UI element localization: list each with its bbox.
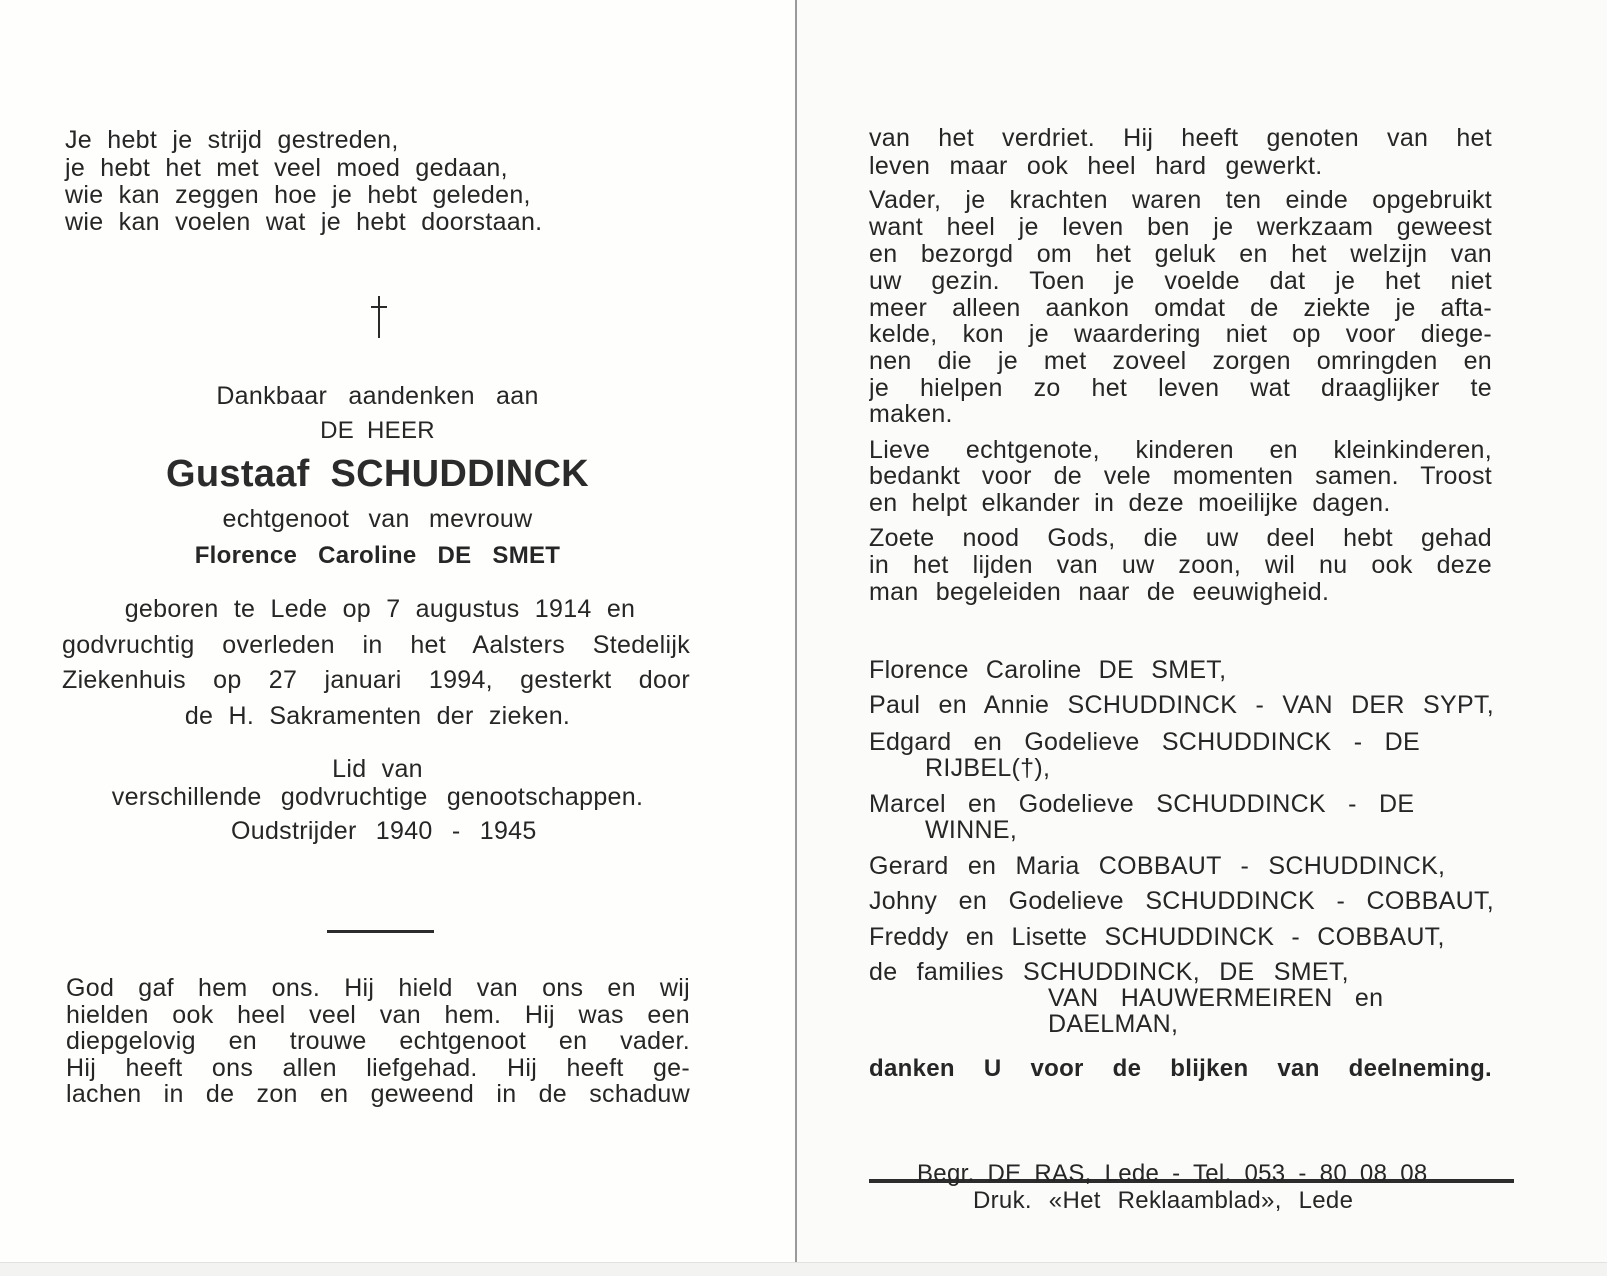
tribute-line: Hij heeft ons allen liefgehad. Hij heeft ge-: [66, 1054, 690, 1082]
family-line: RIJBEL(†),: [925, 754, 1051, 782]
tribute-line: lachen in de zon en geweend in de schaduw: [66, 1080, 690, 1108]
intro-text: Dankbaar aandenken aan: [216, 382, 539, 410]
family-line: Freddy en Lisette SCHUDDINCK - COBBAUT,: [869, 923, 1445, 951]
text-line: man begeleiden naar de eeuwigheid.: [869, 578, 1330, 606]
left-page: [0, 0, 795, 1275]
member-line: verschillende godvruchtige genootschappen.: [111, 783, 644, 811]
bio-line: godvruchtig overleden in het Aalsters Stedelijk: [62, 631, 690, 659]
right-page: [797, 0, 1607, 1275]
text-line: kelde, kon je waardering niet op voor diege-: [869, 320, 1492, 348]
poem-line: wie kan voelen wat je hebt doorstaan.: [65, 208, 543, 236]
deceased-name: Gustaaf SCHUDDINCK: [166, 453, 589, 495]
poem-line: je hebt het met veel moed gedaan,: [65, 154, 508, 182]
text-line: maken.: [869, 400, 953, 428]
family-line: de families SCHUDDINCK, DE SMET,: [869, 958, 1349, 986]
bio-line: geboren te Lede op 7 augustus 1914 en: [124, 595, 636, 623]
family-line: VAN HAUWERMEIREN en: [1048, 984, 1384, 1012]
card-bottom-edge: [0, 1262, 1607, 1276]
poem-line: Je hebt je strijd gestreden,: [65, 126, 399, 154]
family-line: Edgard en Godelieve SCHUDDINCK - DE: [869, 728, 1420, 756]
title-text: DE HEER: [320, 417, 435, 444]
thanks-text: danken U voor de blijken van deelneming.: [869, 1055, 1492, 1082]
family-line: Johny en Godelieve SCHUDDINCK - COBBAUT,: [869, 887, 1494, 915]
text-line: uw gezin. Toen je voelde dat je het niet: [869, 267, 1492, 295]
text-line: en bezorgd om het geluk en het welzijn van: [869, 240, 1492, 268]
cross-icon: [378, 296, 380, 338]
text-line: in het lijden van uw zoon, wil nu ook deze: [869, 551, 1492, 579]
text-line: meer alleen aankon omdat de ziekte je afta-: [869, 294, 1492, 322]
tribute-line: God gaf hem ons. Hij hield van ons en wij: [66, 974, 690, 1002]
text-line: Lieve echtgenote, kinderen en kleinkinderen,: [869, 436, 1492, 464]
family-line: Paul en Annie SCHUDDINCK - VAN DER SYPT,: [869, 691, 1494, 719]
imprint-line: Druk. «Het Reklaamblad», Lede: [973, 1187, 1354, 1214]
tribute-line: hielden ook heel veel van hem. Hij was een: [66, 1001, 690, 1029]
family-line: Florence Caroline DE SMET,: [869, 656, 1227, 684]
text-line: Vader, je krachten waren ten einde opgebruikt: [869, 186, 1492, 214]
spouse-intro: echtgenoot van mevrouw: [222, 505, 533, 533]
member-line: Oudstrijder 1940 - 1945: [231, 817, 537, 845]
text-line: je hielpen zo het leven wat draaglijker te: [869, 374, 1492, 402]
poem-line: wie kan zeggen hoe je hebt geleden,: [65, 181, 531, 209]
imprint-line: Begr. DE RAS, Lede - Tel. 053 - 80 08 08: [917, 1160, 1428, 1187]
bio-line: de H. Sakramenten der zieken.: [184, 702, 571, 730]
tribute-line: diepgelovig en trouwe echtgenoot en vader.: [66, 1027, 690, 1055]
text-line: van het verdriet. Hij heeft genoten van het: [869, 124, 1492, 152]
family-line: WINNE,: [925, 816, 1018, 844]
divider: [327, 930, 434, 933]
spouse-name: Florence Caroline DE SMET: [194, 542, 561, 569]
member-line: Lid van: [332, 755, 423, 783]
text-line: leven maar ook heel hard gewerkt.: [869, 152, 1323, 180]
text-line: want heel je leven ben je werkzaam geweest: [869, 213, 1492, 241]
text-line: en helpt elkander in deze moeilijke dagen.: [869, 489, 1391, 517]
family-line: DAELMAN,: [1048, 1010, 1179, 1038]
text-line: nen die je met zoveel zorgen omringden en: [869, 347, 1492, 375]
family-line: Gerard en Maria COBBAUT - SCHUDDINCK,: [869, 852, 1446, 880]
bio-line: Ziekenhuis op 27 januari 1994, gesterkt door: [62, 666, 690, 694]
text-line: Zoete nood Gods, die uw deel hebt gehad: [869, 524, 1492, 552]
family-line: Marcel en Godelieve SCHUDDINCK - DE: [869, 790, 1415, 818]
text-line: bedankt voor de vele momenten samen. Troost: [869, 462, 1492, 490]
